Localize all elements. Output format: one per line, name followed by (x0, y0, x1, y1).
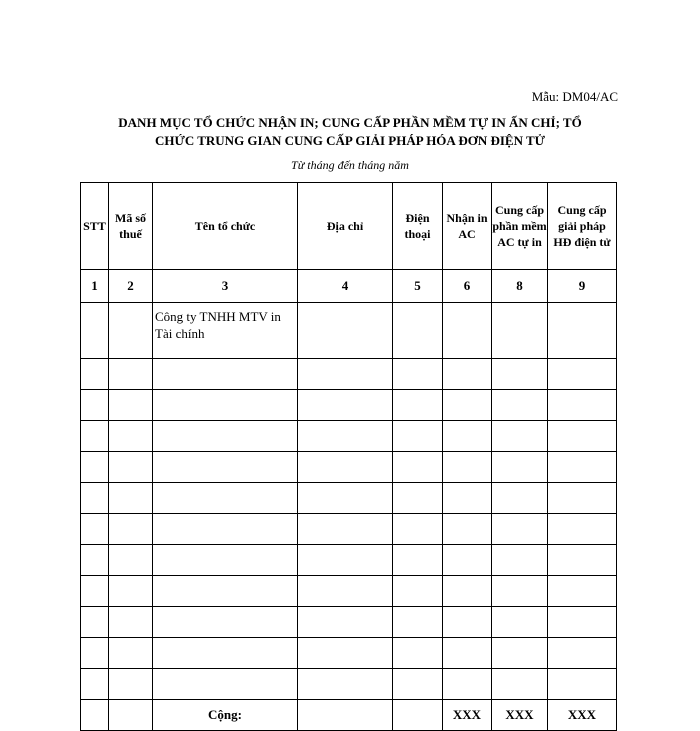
total-label: Cộng: (153, 700, 298, 731)
header-org-name: Tên tổ chức (153, 183, 298, 270)
cell-phone (393, 514, 443, 545)
header-stt: STT (81, 183, 109, 270)
cell-address (298, 452, 393, 483)
cell-stt (81, 607, 109, 638)
cell-org-name (153, 390, 298, 421)
cell-stt (81, 390, 109, 421)
column-number: 2 (109, 270, 153, 303)
cell-address (298, 483, 393, 514)
cell-e-invoice (548, 452, 617, 483)
cell-org-name (153, 576, 298, 607)
cell-software-ac (492, 483, 548, 514)
cell-phone (393, 545, 443, 576)
cell-address (298, 514, 393, 545)
cell-software-ac (492, 421, 548, 452)
cell-phone (393, 390, 443, 421)
cell-org-name (153, 421, 298, 452)
cell-print-ac (443, 607, 492, 638)
cell-org-name (153, 545, 298, 576)
table-row (81, 576, 617, 607)
cell-software-ac (492, 638, 548, 669)
cell-phone (393, 452, 443, 483)
cell-stt (81, 303, 109, 359)
cell-tax-code (109, 545, 153, 576)
cell-print-ac (443, 421, 492, 452)
table-row (81, 390, 617, 421)
document-title (60, 114, 640, 150)
header-address: Địa chỉ (298, 183, 393, 270)
column-number: 6 (443, 270, 492, 303)
header-print-ac: Nhận in AC (443, 183, 492, 270)
cell-stt (81, 638, 109, 669)
cell-software-ac (492, 545, 548, 576)
column-number: 3 (153, 270, 298, 303)
cell-print-ac (443, 638, 492, 669)
header-e-invoice: Cung cấp giải pháp HĐ điện tử (548, 183, 617, 270)
cell-e-invoice (548, 514, 617, 545)
table-row (81, 421, 617, 452)
cell-phone (393, 607, 443, 638)
cell-stt (81, 514, 109, 545)
cell-address (298, 669, 393, 700)
table-row (81, 452, 617, 483)
cell-e-invoice (548, 421, 617, 452)
cell-org-name (153, 483, 298, 514)
cell-e-invoice (548, 303, 617, 359)
cell-stt (81, 669, 109, 700)
total-print-ac: XXX (443, 700, 492, 731)
cell-software-ac (492, 576, 548, 607)
cell-phone (393, 359, 443, 390)
cell-phone (393, 483, 443, 514)
cell-e-invoice (548, 638, 617, 669)
total-cell (298, 700, 393, 731)
cell-e-invoice (548, 607, 617, 638)
table-row (81, 638, 617, 669)
cell-print-ac (443, 452, 492, 483)
cell-stt (81, 483, 109, 514)
column-number: 4 (298, 270, 393, 303)
table-row (81, 303, 617, 359)
total-row (81, 700, 617, 731)
table-row (81, 669, 617, 700)
cell-tax-code (109, 483, 153, 514)
cell-stt (81, 452, 109, 483)
cell-address (298, 303, 393, 359)
cell-software-ac (492, 390, 548, 421)
cell-stt (81, 359, 109, 390)
total-software-ac: XXX (492, 700, 548, 731)
cell-print-ac (443, 669, 492, 700)
cell-org-name: Công ty TNHH MTV in Tài chính (153, 303, 298, 359)
cell-address (298, 359, 393, 390)
cell-software-ac (492, 452, 548, 483)
organization-table (80, 182, 617, 731)
cell-stt (81, 421, 109, 452)
cell-software-ac (492, 303, 548, 359)
cell-address (298, 576, 393, 607)
cell-print-ac (443, 576, 492, 607)
cell-print-ac (443, 514, 492, 545)
cell-print-ac (443, 303, 492, 359)
cell-address (298, 545, 393, 576)
column-number: 1 (81, 270, 109, 303)
header-phone: Điện thoại (393, 183, 443, 270)
cell-software-ac (492, 669, 548, 700)
cell-tax-code (109, 452, 153, 483)
cell-tax-code (109, 359, 153, 390)
total-cell (81, 700, 109, 731)
cell-e-invoice (548, 483, 617, 514)
column-number-row (81, 270, 617, 303)
cell-print-ac (443, 390, 492, 421)
cell-e-invoice (548, 359, 617, 390)
cell-tax-code (109, 421, 153, 452)
cell-stt (81, 545, 109, 576)
cell-phone (393, 669, 443, 700)
cell-software-ac (492, 359, 548, 390)
cell-software-ac (492, 607, 548, 638)
cell-org-name (153, 452, 298, 483)
cell-phone (393, 303, 443, 359)
cell-phone (393, 421, 443, 452)
total-cell (109, 700, 153, 731)
table-row (81, 483, 617, 514)
cell-tax-code (109, 390, 153, 421)
table-row (81, 359, 617, 390)
title-line-2: CHỨC TRUNG GIAN CUNG CẤP GIẢI PHÁP HÓA ĐƠN ĐIỆN TỬ (154, 133, 546, 148)
cell-e-invoice (548, 545, 617, 576)
table-row (81, 607, 617, 638)
cell-tax-code (109, 303, 153, 359)
header-tax-code: Mã số thuế (109, 183, 153, 270)
header-row (81, 183, 617, 270)
cell-tax-code (109, 607, 153, 638)
cell-address (298, 607, 393, 638)
cell-tax-code (109, 638, 153, 669)
cell-address (298, 421, 393, 452)
period-subtitle: Từ tháng đến tháng năm (291, 158, 409, 172)
total-cell (393, 700, 443, 731)
cell-tax-code (109, 576, 153, 607)
cell-phone (393, 638, 443, 669)
form-code: Mẫu: DM04/AC (531, 89, 618, 104)
cell-e-invoice (548, 390, 617, 421)
cell-print-ac (443, 483, 492, 514)
table-row (81, 514, 617, 545)
column-number: 5 (393, 270, 443, 303)
table-row (81, 545, 617, 576)
cell-org-name (153, 638, 298, 669)
cell-print-ac (443, 359, 492, 390)
cell-address (298, 638, 393, 669)
cell-e-invoice (548, 576, 617, 607)
total-e-invoice: XXX (548, 700, 617, 731)
title-line-1: DANH MỤC TỔ CHỨC NHẬN IN; CUNG CẤP PHẦN MỀM TỰ IN ẤN CHỈ; TỔ (118, 115, 582, 130)
cell-e-invoice (548, 669, 617, 700)
cell-stt (81, 576, 109, 607)
cell-tax-code (109, 669, 153, 700)
cell-org-name (153, 514, 298, 545)
cell-org-name (153, 359, 298, 390)
cell-tax-code (109, 514, 153, 545)
cell-print-ac (443, 545, 492, 576)
cell-org-name (153, 669, 298, 700)
cell-address (298, 390, 393, 421)
cell-phone (393, 576, 443, 607)
cell-org-name (153, 607, 298, 638)
cell-software-ac (492, 514, 548, 545)
column-number: 8 (492, 270, 548, 303)
column-number: 9 (548, 270, 617, 303)
header-software-ac: Cung cấp phần mềm AC tự in (492, 183, 548, 270)
